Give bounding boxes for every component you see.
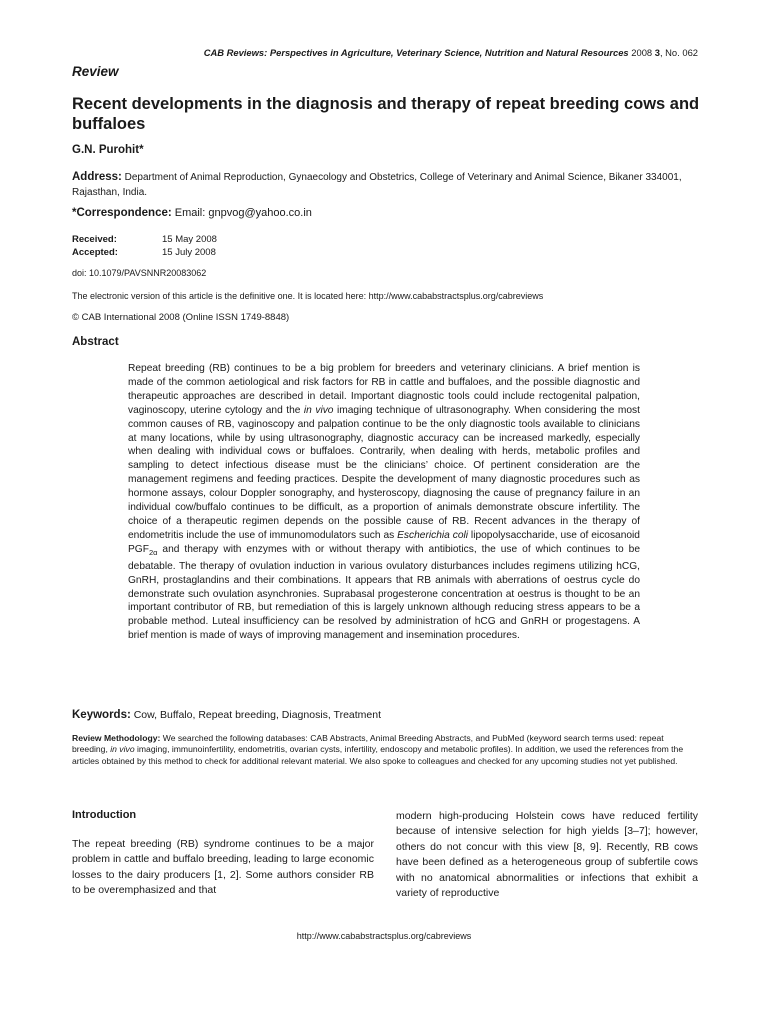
abstract-italic: Escherichia coli <box>397 529 469 541</box>
review-methodology <box>72 733 696 767</box>
journal-header <box>204 47 698 58</box>
review-methodology-italic: in vivo <box>110 744 135 755</box>
correspondence-label: *Correspondence: <box>72 207 172 219</box>
abstract-text: imaging technique of ultrasonography. When considering the most common causes of RB, vaginoscopy and palpation continue to be the only diagnostic tools available to clinicians at many locations, while by using ultrasonography, diagnostic accuracy can be increased markedly, especially when dealing with individual cows or buffaloes. Contrarily, when dealing with herds, metabolic profiles and sampling to detect infectious disease must be the clinicians’ choice. Of pertinent consideration are the management regimens and feeding practices. Despite the development of many diagnostic procedures such as hormone assays, colour Doppler sonography, and hysteroscopy, diagnosing the cause of pregnancy failure in an individual cow/buffalo continues to be difficult, as a proportion of animals demonstrate obscure infertility. The choice of a therapeutic regimen depends on the possible cause of RB. Recent advances in the therapy of endometritis include the use of immunomodulators such as <box>128 404 640 541</box>
received-label: Received: <box>72 234 117 245</box>
copyright: © CAB International 2008 (Online ISSN 1749-8848) <box>72 312 290 323</box>
article-type: Review <box>72 64 119 79</box>
correspondence <box>72 207 312 219</box>
electronic-version-note: The electronic version of this article is the definitive one. It is located here: http://www.cababstractsplus.org/cabreviews <box>72 291 544 301</box>
abstract-italic: in vivo <box>303 404 334 416</box>
author-name: G.N. Purohit* <box>72 144 144 156</box>
keywords-text: Cow, Buffalo, Repeat breeding, Diagnosis, Treatment <box>133 709 382 721</box>
introduction-heading: Introduction <box>72 809 137 821</box>
introduction-continuation: modern high-producing Holstein cows have reduced fertility because of intensive selection for high yields [3–7]; however, others do not concur with this view [8, 9]. Recently, RB cows have been defined as a heterogeneous group of subfertile cows with no anatomical abnormalities or infections that exhibit a variety of reproductive <box>396 810 698 900</box>
article-title: Recent developments in the diagnosis and therapy of repeat breeding cows and buffaloes <box>72 95 700 133</box>
review-methodology-text: imaging, immunoinfertility, endometritis, ovarian cysts, infertility, endoscopy and metabolic profiles). In addition, we used the references from the articles obtained by this method to check for additional relevant material. We also spoke to colleagues and checked for any upcoming studies not yet published. <box>72 744 684 766</box>
correspondence-email[interactable]: Email: gnpvog@yahoo.co.in <box>174 207 312 219</box>
abstract-text: Repeat breeding (RB) continues to be a big problem for breeders and veterinary clinicians. A brief mention is made of the common aetiological and risk factors for RB in cattle and buffaloes, and the possible diagnostic and therapeutic approaches are described in detail. Important diagnostic tools could include rectogenital palpation, vaginoscopy, uterine cytology and the <box>128 363 640 416</box>
journal-year: 2008 <box>631 47 653 58</box>
author-address <box>72 170 692 200</box>
keywords <box>72 709 381 721</box>
footer-url[interactable]: http://www.cababstractsplus.org/cabreviews <box>296 931 472 941</box>
abstract-subscript: 2α <box>148 547 158 557</box>
accepted-date: 15 July 2008 <box>162 246 216 258</box>
keywords-label: Keywords: <box>72 709 131 721</box>
journal-volume: 3 <box>654 47 660 58</box>
doi[interactable]: doi: 10.1079/PAVSNNR20083062 <box>72 268 207 278</box>
journal-number: , No. 062 <box>659 47 698 58</box>
abstract-text: lipopolysaccharide, use of eicosanoid PGF <box>128 529 640 555</box>
address-label: Address: <box>72 171 122 183</box>
column-right <box>396 809 698 901</box>
accepted-label: Accepted: <box>72 246 118 258</box>
abstract-text: and therapy with enzymes with or without therapy with antibiotics, the use of which continues to be debatable. The therapy of ovulation induction in various ovulatory disturbances includes regimens utilizing hCG, GnRH, prostaglandins and their combinations. It appears that RB animals with aberrations of oestrus cycle do demonstrate such ovulation asynchronies. Suprabasal progesterone concentration at oestrus is thought to be an important contributor of RB, but remediation of this is largely unknown although reducing stress appears to be a probable method. Luteal insufficiency can be resolved by administration of hCG and GnRH or progestagens. A brief mention is made of ways of improving management and insemination procedures. <box>128 543 640 642</box>
abstract-heading: Abstract <box>72 336 119 348</box>
introduction-paragraph: The repeat breeding (RB) syndrome continues to be a major problem in cattle and buffalo breeding, leading to large economic losses to the dairy producers [1, 2]. Some authors consider RB to be overemphasized and that <box>72 838 374 897</box>
article-dates <box>72 234 217 259</box>
abstract-body <box>128 362 640 643</box>
received-row <box>72 234 217 247</box>
address-text: Department of Animal Reproduction, Gynaecology and Obstetrics, College of Veterinary and Animal Science, Bikaner 334001, Rajasthan, India. <box>72 172 682 198</box>
received-date: 15 May 2008 <box>162 234 217 245</box>
accepted-row <box>72 247 217 260</box>
journal-name: CAB Reviews: Perspectives in Agriculture, Veterinary Science, Nutrition and Natural Resources <box>203 47 629 58</box>
column-left <box>72 809 374 899</box>
review-methodology-label: Review Methodology: <box>72 733 161 743</box>
review-methodology-text: We searched the following databases: CAB Abstracts, Animal Breeding Abstracts, and PubMed (keyword search terms used: repeat breeding, <box>72 733 664 755</box>
